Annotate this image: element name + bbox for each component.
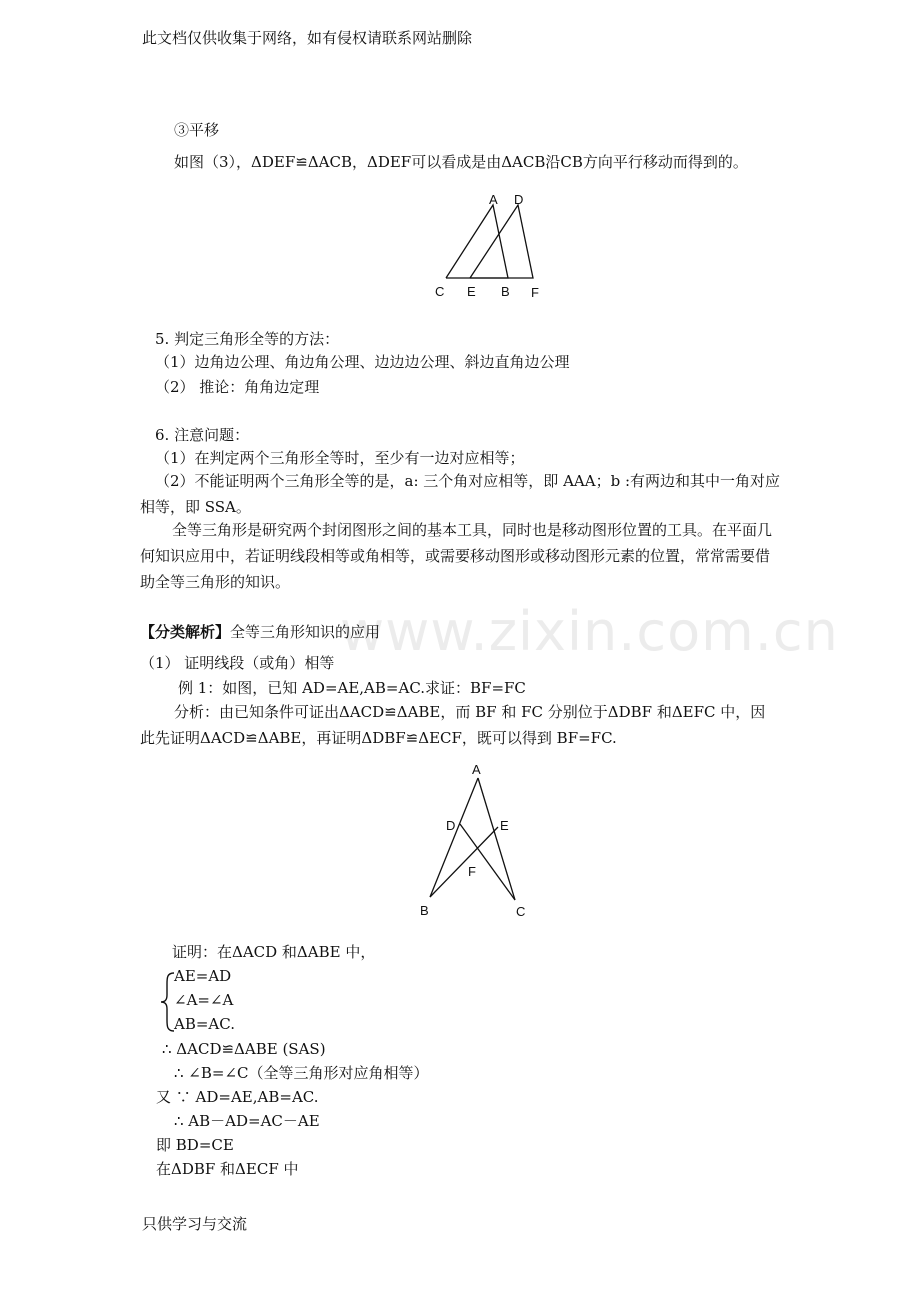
fig3-label-c: C <box>435 284 445 299</box>
fig3-label-d: D <box>514 192 524 207</box>
analysis-heading <box>140 621 380 643</box>
triangle-def <box>470 205 533 278</box>
section-5-title: 5. 判定三角形全等的方法： <box>155 330 340 348</box>
fig1-label-f: F <box>468 864 476 879</box>
analysis-heading-rest: 全等三角形知识的应用 <box>230 623 381 641</box>
proof-condition-3: AB=AC. <box>174 1015 235 1033</box>
fig3-label-b: B <box>501 284 510 299</box>
proof-line-6: 即 BD=CE <box>156 1136 234 1154</box>
segment-ac <box>478 778 515 900</box>
figure-3-translation <box>425 190 555 302</box>
proof-condition-1: AE=AD <box>174 967 232 985</box>
section-6-item-2: （2）不能证明两个三角形全等的是，a: 三个角对应相等，即 AAA；b :有两边和其中一角对应相等，即 SSA。 <box>140 472 781 516</box>
proof-line-2: ∴ ΔACD≌ΔABE (SAS) <box>162 1040 326 1058</box>
proof-line-5: ∴ AB－AD=AC－AE <box>174 1112 320 1130</box>
figure-example-1 <box>412 760 542 922</box>
section-5-item-1: （1）边角边公理、角边角公理、边边边公理、斜边直角边公理 <box>155 353 570 371</box>
segment-ce <box>460 824 515 900</box>
fig1-label-c: C <box>516 904 526 919</box>
section-6-title: 6. 注意问题： <box>155 426 250 444</box>
fig1-label-e: E <box>500 818 509 833</box>
proof-line-3: ∴ ∠B=∠C（全等三角形对应角相等） <box>174 1064 429 1082</box>
section-6-paragraph: 全等三角形是研究两个封闭图形之间的基本工具，同时也是移动图形位置的工具。在平面几何知识应用中，若证明线段相等或角相等，或需要移动图形或移动图形元素的位置，常常需要借助全等三角形的知识。 <box>140 521 773 591</box>
proof-line-7: 在ΔDBF 和ΔECF 中 <box>156 1160 299 1178</box>
proof-condition-2: ∠A=∠A <box>174 991 234 1009</box>
segment-ab <box>430 778 478 897</box>
fig1-label-b: B <box>420 903 429 918</box>
example-1: 例 1：如图，已知 AD=AE,AB=AC.求证：BF=FC <box>178 679 526 697</box>
fig3-label-a: A <box>489 192 498 207</box>
watermark: www.zixin.com.cn <box>340 600 839 663</box>
fig1-label-d: D <box>446 818 456 833</box>
fig3-label-e: E <box>467 284 476 299</box>
analysis-heading-bold: 【分类解析】 <box>140 623 231 641</box>
fig1-label-a: A <box>472 762 481 777</box>
analysis-subheading-1: （1） 证明线段（或角）相等 <box>140 654 335 672</box>
page-footer: 只供学习与交流 <box>142 1215 248 1233</box>
fig3-label-f: F <box>531 285 539 300</box>
section-3-title: ③平移 <box>174 121 220 139</box>
page-header: 此文档仅供收集于网络，如有侵权请联系网站删除 <box>142 29 473 47</box>
proof-line-4: 又 ∵ AD=AE,AB=AC. <box>156 1088 319 1106</box>
section-3-text: 如图（3），ΔDEF≌ΔACB，ΔDEF可以看成是由ΔACB沿CB方向平行移动而得到的。 <box>174 153 748 171</box>
section-5-item-2: （2） 推论：角角边定理 <box>155 378 320 396</box>
analysis-text: 分析：由已知条件可证出ΔACD≌ΔABE，而 BF 和 FC 分别位于ΔDBF 和ΔEFC 中，因此先证明ΔACD≌ΔABE，再证明ΔDBF≌ΔECF，既可以得到 BF=FC. <box>140 703 766 747</box>
proof-line-1: 证明：在ΔACD 和ΔABE 中， <box>172 943 376 961</box>
section-6-item-1: （1）在判定两个三角形全等时，至少有一边对应相等； <box>155 449 525 467</box>
